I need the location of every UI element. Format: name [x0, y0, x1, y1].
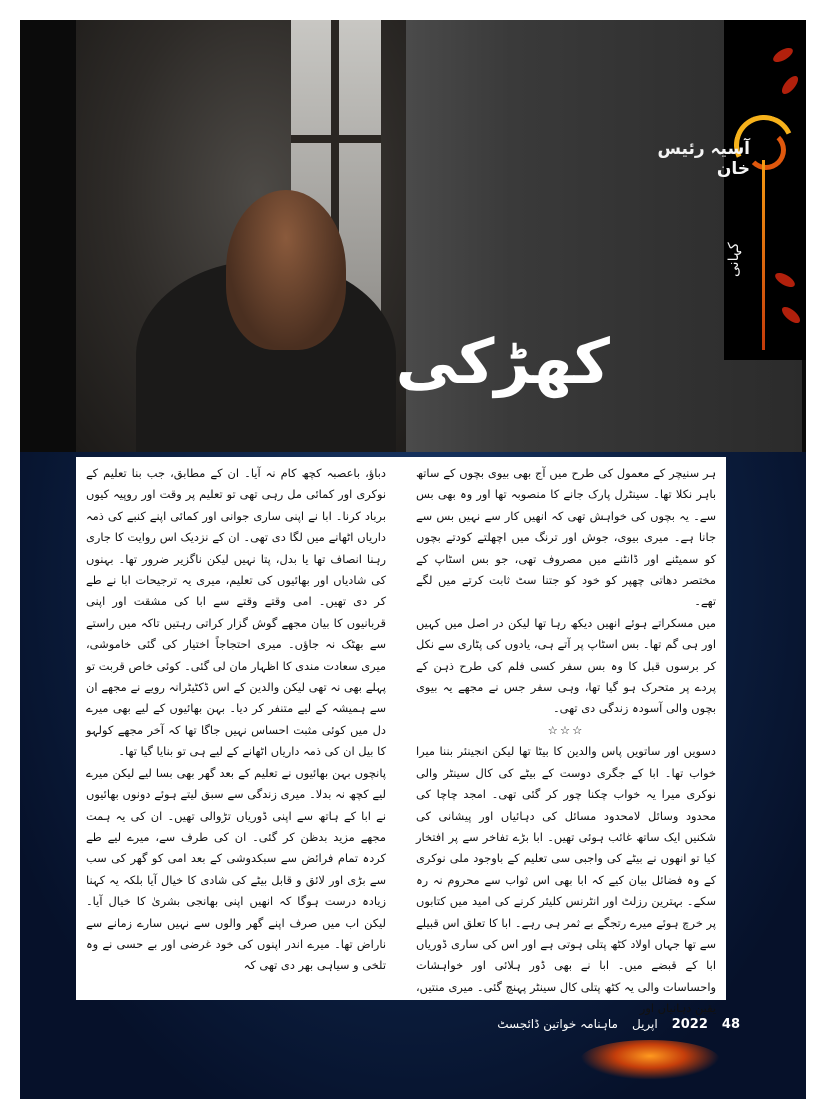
decorative-flourish-icon: [724, 20, 806, 360]
story-title: کھڑکی: [395, 325, 610, 398]
silhouette-hair: [226, 190, 346, 350]
paragraph: پانچوں بہن بھائیوں نے تعلیم کے بعد گھر بھی بسا لیے لیکن میرے لیے کچھ نہ بدلا۔ میری زندگی سے سبق لیتے ہوئے دونوں بھائیوں نے ابا کے ہاتھ سے اپنی ڈوریاں تڑوالی تھیں۔ ان کی یہ ہمت مجھے مزید بدظن کر گئی۔ ان کی طرف سے، میرے لیے طے کردہ تمام فرائض سے سبکدوشی کے بعد امی کو گھر کی سب سے بڑی اور لائق و قابل بیٹے کی شادی کا خیال آیا بلکہ یہ کہنا زیادہ درست ہوگا کہ انھیں اپنی بھانجی بشریٰ کا خیال آیا۔ لیکن اب میں صرف اپنے گھر والوں سے نہیں سارے زمانے سے ناراض تھا۔ میرے اندر اپنوں کی خود غرضی اور بے حسی نے وہ تلخی و سیاہی بھر دی تھی کہ: [86, 765, 386, 973]
photo-woman-at-window: [76, 20, 406, 452]
paragraph: ہر سنیچر کے معمول کی طرح میں آج بھی بیوی بچوں کے ساتھ باہر نکلا تھا۔ سینٹرل پارک جانے کا منصوبہ تھا اور وہ بھی بس سے۔ یہ بچوں کی خواہش تھی کہ انھیں کار سے نہیں بس سے جانا ہے۔ میری بیوی، جوش اور ترنگ میں اچھلتے کودتے بچوں کو سمیٹنے اور ڈانٹنے میں مصروف تھی، جو بس اسٹاپ کے مختصر دھاتی چھپر کو خود کو جتنا سٹ ثابت کرتے میں لگے تھے۔: [416, 466, 716, 609]
section-break: ☆☆☆: [547, 722, 585, 737]
page-footer: [470, 1010, 740, 1038]
author-name: آسیہ رئیس خان: [657, 139, 750, 179]
paragraph: دباؤ، باعصبہ کچھ کام نہ آیا۔ ان کے مطابق، جب بنا تعلیم کے نوکری اور کمائی مل رہی تھی تو تعلیم پر وقت اور روپیہ کیوں برباد کرنا۔ ابا نے اپنی ساری جوانی اور کمائی اپنے کنبے کی ذمہ داریاں اٹھانے میں لگا دی تھی۔ ان کے نزدیک اس روایت کا جاری رہنا انصاف تھا یا بدل، پتا نہیں لیکن ناگزیر ضرور تھا۔ بہنوں کی شادیاں اور بھائیوں کی تعلیم، میری یہ ترجیحات ابا نے طے کر دی تھیں۔ امی وقتے وقتے سے ابا کی مشقت اور اپنی قربانیوں کا بیان مجھے گوش گزار کراتی رہتیں تاکہ میں راستے سے بھٹک نہ جاؤں۔ میری احتجاجاً اختیار کی گئی خاموشی، میری سعادت مندی کا اظہار مان لی گئی۔ کوئی خاص قربت تو پہلے بھی نہ تھی لیکن والدین کے اس ڈکٹیٹرانہ رویے نے مجھے ان سے ہمیشہ کے لیے متنفر کر دیا۔ بہن بھائیوں کے لیے بھی میرے دل میں کوئی مثبت احساس نہیں جاگا تھا کہ آخر مجھے کولہو کا بیل ان کی ذمہ داریاں اٹھانے کے لیے ہی تو بنایا گیا تھا۔: [86, 466, 386, 759]
issue-month: اپریل: [631, 1017, 658, 1031]
paragraph: میں مسکراتے ہوئے انھیں دیکھ رہا تھا لیکن در اصل میں کہیں اور ہی گم تھا۔ بس اسٹاپ پر آتے ہی، یادوں کی پٹاری سے نکل کر برسوں قبل کا وہ بس سفر کسی فلم کی طرح ذہن کے پردے پر متحرک ہو گیا تھا، وہی سفر جس نے مجھے یہ بیوی بچوں والی آسودہ زندگی دی تھی۔: [416, 615, 716, 716]
category-label: کہانی: [726, 242, 742, 278]
magazine-name: ماہنامہ خواتین ڈائجسٹ: [497, 1017, 618, 1031]
text-column-right: [416, 463, 716, 1020]
page-number: 48: [721, 1016, 740, 1032]
flame-ornament-icon: [580, 1040, 720, 1080]
window-frame-bar: [291, 135, 381, 143]
story-text-panel: [76, 457, 726, 1016]
text-column-left: [86, 463, 386, 977]
issue-year: 2022: [671, 1016, 708, 1032]
magazine-page: [20, 20, 806, 1099]
paragraph: دسویں اور ساتویں پاس والدین کا بیٹا تھا لیکن انجینئر بننا میرا خواب تھا۔ ابا کے جگری دوست کے بیٹے کی کال سینٹر والی نوکری میرا یہ خواب چکنا چور کر گئی تھی۔ امجد چاچا کی محدود وسائل لامحدود مسائل کی دہائیاں اور پیشانی کی شکنیں ایک ساتھ غائب ہوئی تھیں۔ ابا بڑے تفاخر سے پر افتخار کیا تو انھوں نے بیٹے کی واجبی سی تعلیم کے باوجود ملی نوکری کے وہ فضائل بیان کیے کہ ابا بھی اس ثواب سے محروم نہ رہ سکے۔ بہترین رزلٹ اور انٹرنس کلیئر کرنے کی امید میں کتابوں پر خرچ ہوئے میرے رتجگے بے ثمر ہی رہے۔ ابا کا تعلق اس قبیلے سے تھا جہاں اولاد کٹھ پتلی ہوتی ہے اور اس کی ساری ڈوریاں ابا کے قبضے میں۔ ابا نے بھی ڈور ہلائی اور خواہشات واحساسات والی یہ کٹھ پتلی کال سینٹر پہنچ گئی۔ میری منتیں، یقین دہانیاں اور: [416, 744, 716, 1016]
